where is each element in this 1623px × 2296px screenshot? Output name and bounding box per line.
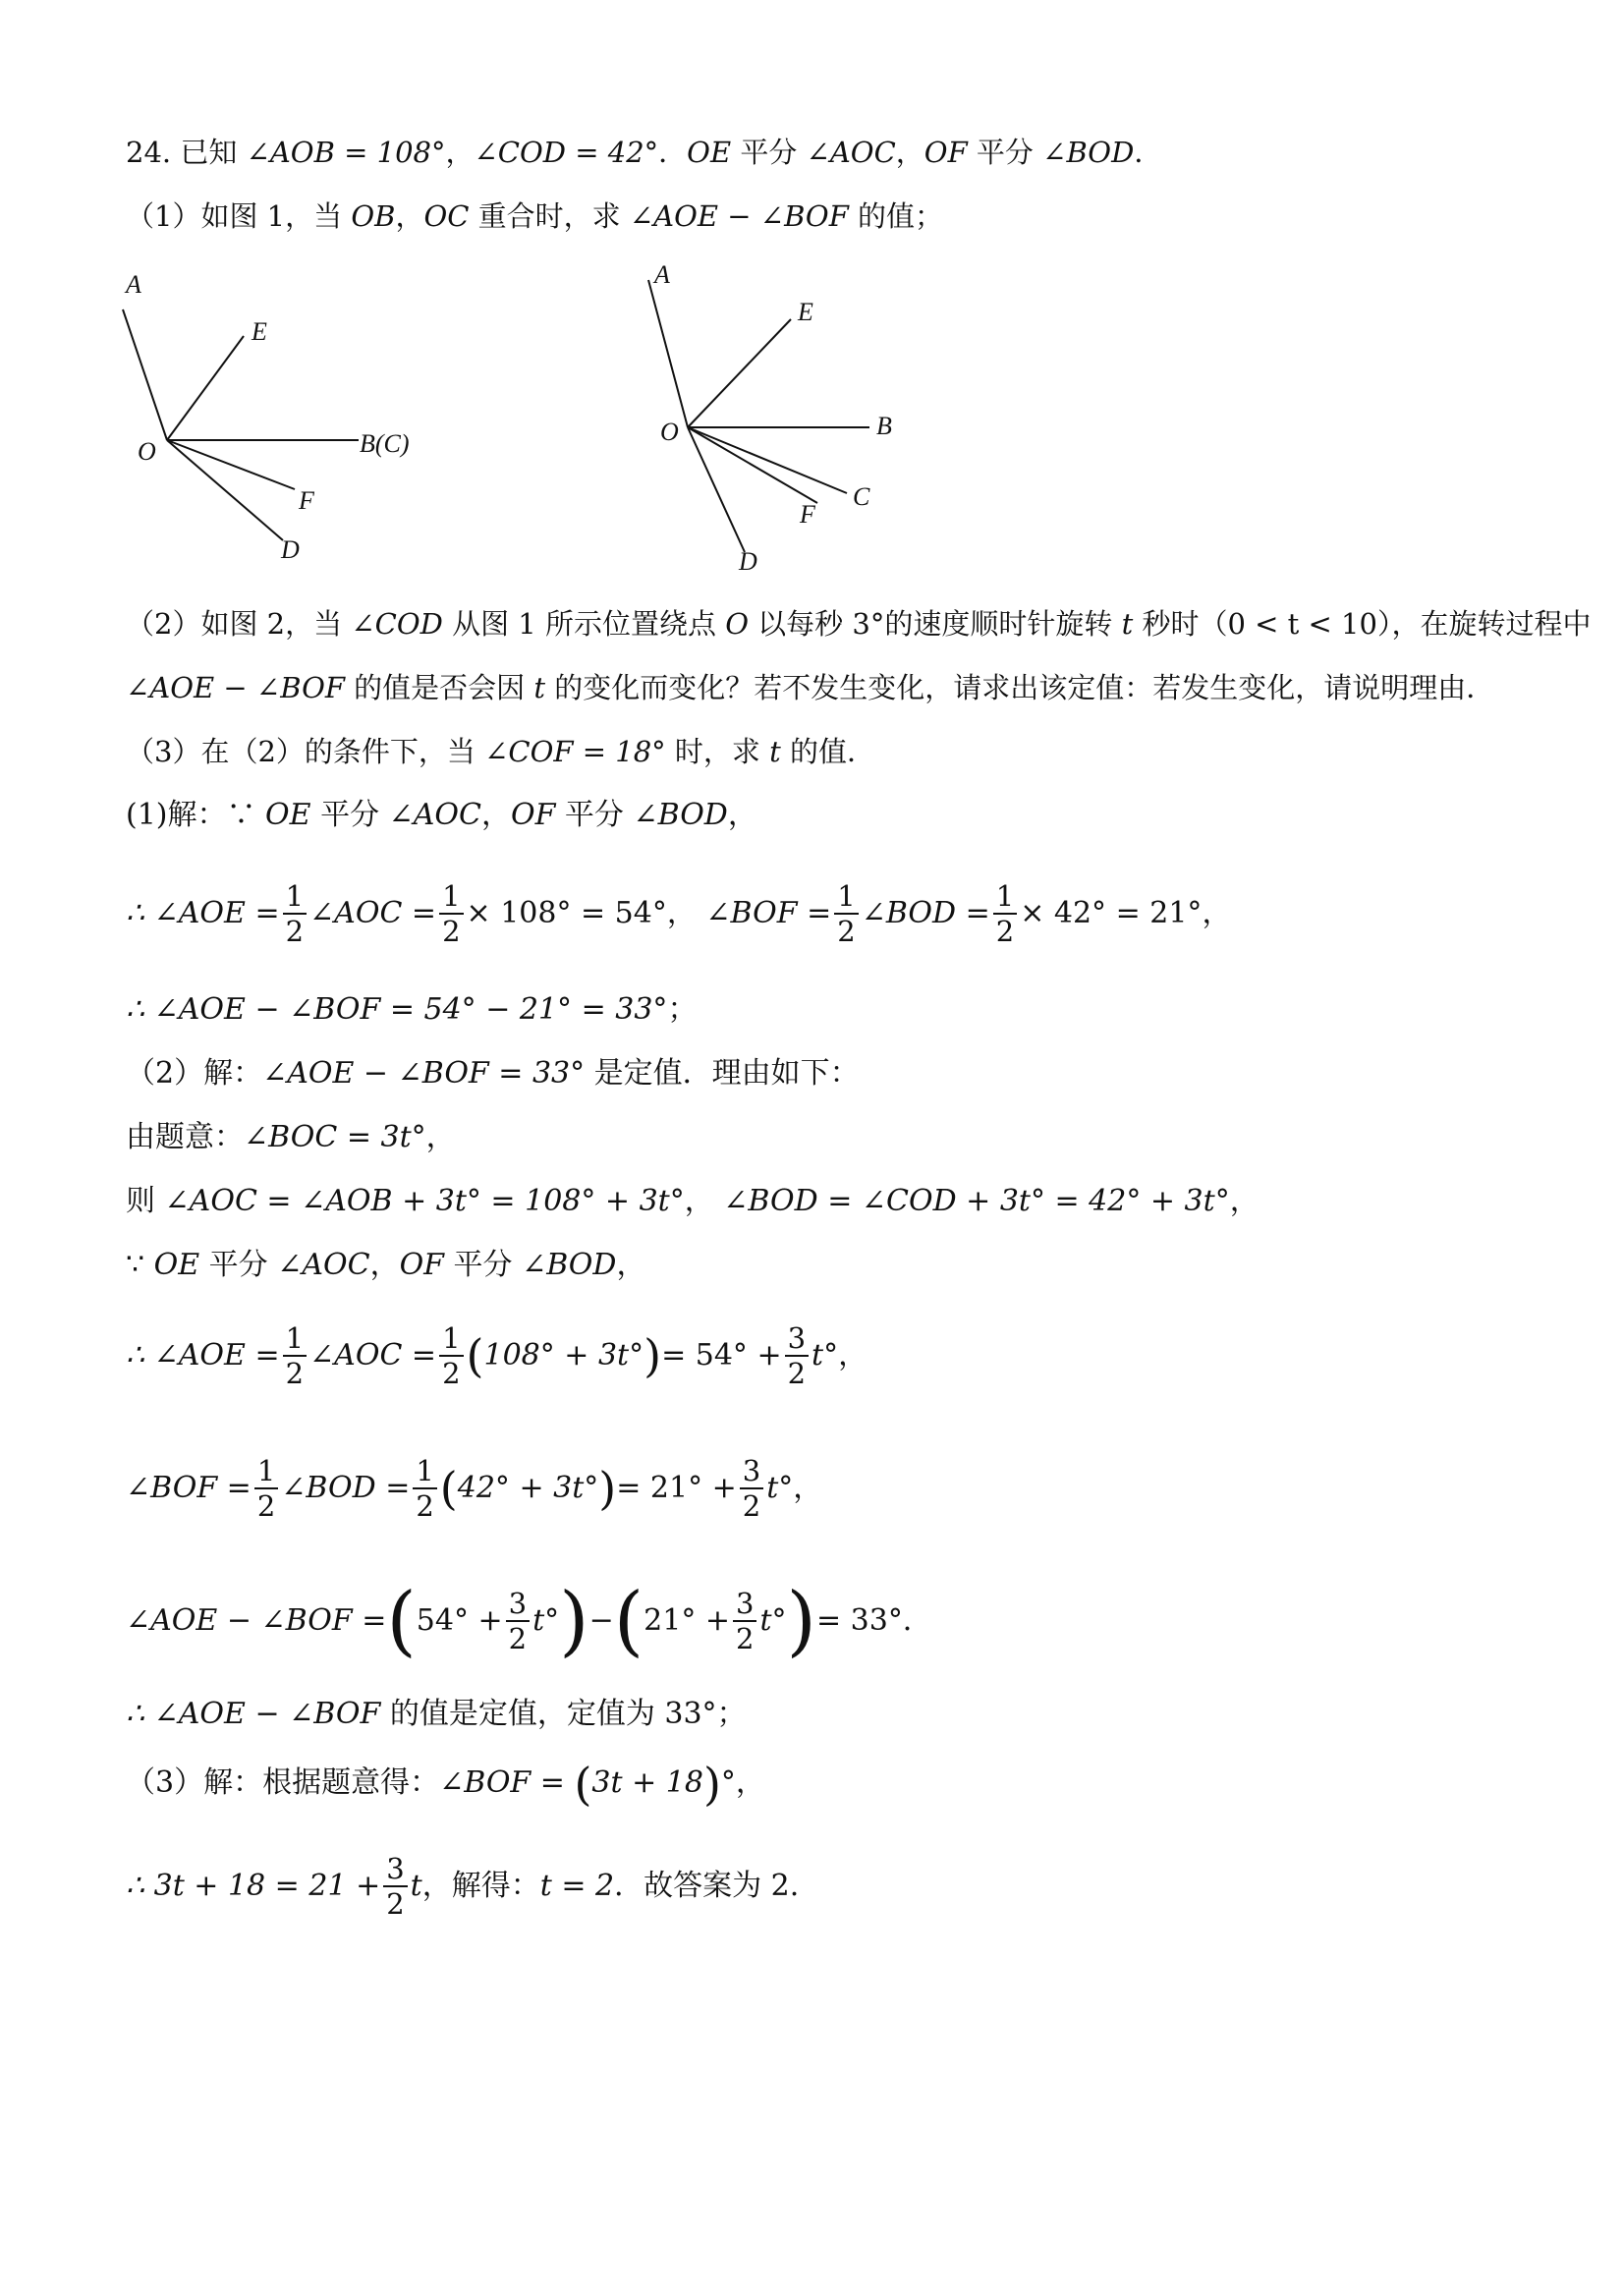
numerator: 1 (439, 879, 463, 915)
paren-close: ) (644, 1329, 662, 1382)
numerator: 1 (413, 1454, 436, 1489)
solution1-line1 (126, 796, 757, 835)
solution2-line2 (126, 1118, 456, 1157)
sol-text: ， (838, 1338, 868, 1372)
solution2-line8 (126, 1695, 747, 1734)
ray-of: OF (510, 798, 556, 832)
part2-question-line2 (126, 668, 1494, 707)
paren-open: ( (574, 1758, 592, 1811)
ray-of (688, 427, 817, 503)
sol-math: 42° + 3t° (457, 1471, 599, 1505)
denominator: 2 (995, 915, 1015, 948)
paren-open: ( (613, 1577, 644, 1665)
solution2-line6 (126, 1449, 822, 1528)
sol-text: 由题意： (126, 1120, 244, 1154)
sol-text: 平分 (310, 798, 389, 832)
fraction (413, 1454, 436, 1523)
fraction (254, 1454, 278, 1523)
paren-open: ( (439, 1462, 458, 1515)
label-o: O (138, 437, 156, 466)
denominator: 2 (787, 1357, 807, 1390)
p2-text: 以每秒 3°的速度顺时针旋转 (748, 607, 1122, 641)
sol-math: ∠BOF = (126, 1471, 252, 1505)
stem-text: 已知 (180, 136, 247, 169)
figure-2 (629, 246, 943, 580)
sol-text: 平分 (443, 1248, 523, 1282)
sol-math: 54° + (416, 1603, 503, 1638)
paren-close: ) (598, 1462, 617, 1515)
paren-close: ) (559, 1577, 589, 1665)
sol-math: × 108° = 54° (466, 896, 667, 930)
solution2-line5 (126, 1316, 867, 1395)
solution3-line1 (126, 1758, 765, 1811)
paren-open: ( (386, 1577, 417, 1665)
sol-math: × 42° = 21° (1020, 896, 1203, 930)
sol-math: ∴ ∠AOE − ∠BOF = 54° − 21° = 33° (126, 992, 668, 1027)
numerator: 3 (740, 1454, 763, 1489)
sol-math: ∴ 3t + 18 = 21 + (126, 1869, 381, 1903)
sol-math: ∠AOC = (309, 1338, 437, 1372)
ray-ob: OB (351, 199, 396, 233)
sol-math: ∠BOD = (861, 896, 990, 930)
paren-close: ) (786, 1577, 816, 1665)
fraction (993, 879, 1017, 948)
sol-text: 则 (126, 1184, 165, 1218)
numerator: 3 (506, 1587, 530, 1622)
label-a: A (654, 260, 670, 289)
ray-oe: OE (265, 798, 311, 832)
expr-aoe-minus-bof: ∠AOE − ∠BOF (629, 199, 849, 233)
solution2-line4 (126, 1246, 645, 1285)
sol-math: = 33° (815, 1603, 903, 1638)
denominator: 2 (285, 915, 305, 948)
p1-text: 的值； (848, 199, 944, 233)
angle-cod: ∠COD = 42° (474, 136, 659, 169)
ray-oe: OE (153, 1248, 200, 1282)
numerator: 1 (993, 879, 1017, 915)
numerator: 3 (785, 1321, 809, 1357)
degree-sign: ° (720, 1765, 736, 1800)
label-e: E (252, 317, 267, 346)
label-o: O (660, 418, 679, 446)
sol-text: ， (480, 798, 511, 832)
denominator: 2 (442, 915, 461, 948)
stem-text: ， (445, 136, 475, 169)
sol-text: ， (616, 1248, 646, 1282)
denominator: 2 (285, 1357, 305, 1390)
sol-math: ∴ ∠AOE = (126, 1338, 280, 1372)
fraction (834, 879, 858, 948)
sol-text: （2）解： (126, 1056, 263, 1091)
angle-aoc: ∠AOC (806, 136, 896, 169)
ray-od (167, 440, 283, 540)
fraction (733, 1587, 756, 1655)
label-e: E (798, 298, 813, 326)
sol-math: ∠AOC = ∠AOB + 3t° = 108° + 3t° (164, 1184, 685, 1218)
expr-aoe-minus-bof: ∠AOE − ∠BOF (126, 671, 345, 704)
fraction (283, 1321, 307, 1390)
sol-math: ∠BOD = (281, 1471, 411, 1505)
paren-open: ( (466, 1329, 484, 1382)
numerator: 1 (283, 879, 307, 915)
fraction (439, 879, 463, 948)
sol-math: ∴ ∠AOE = (126, 896, 280, 930)
sol-math: ∠AOE − ∠BOF = 33° (262, 1056, 586, 1091)
angle-bod: ∠BOD (522, 1248, 617, 1282)
fraction (506, 1587, 530, 1655)
p1-text: （1）如图 1，当 (126, 199, 352, 233)
sol-math: 108° + 3t° (483, 1338, 644, 1372)
angle-cof: ∠COF = 18° (484, 735, 666, 768)
numerator: 1 (283, 1321, 307, 1357)
numerator: 1 (439, 1321, 463, 1357)
ray-od (688, 427, 745, 552)
range-t: 0 < t < 10 (1227, 607, 1377, 641)
denominator: 2 (508, 1622, 528, 1655)
angle-bod: ∠BOD (633, 798, 728, 832)
sol-math: t° (759, 1603, 787, 1638)
part3-question (126, 732, 875, 771)
denominator: 2 (442, 1357, 461, 1390)
sol-math: ∠BOF = (439, 1765, 565, 1800)
sol-math: ∠AOE − ∠BOF = (126, 1603, 387, 1638)
stem-text: 平分 (967, 136, 1043, 169)
sol-text: ， (425, 1120, 456, 1154)
sol-text: (1)解：∵ (126, 798, 266, 832)
ray-oa (648, 280, 688, 427)
fraction (383, 1852, 407, 1921)
sol-math: ∠BOF = (705, 896, 832, 930)
sol-text: ，解得： (421, 1869, 540, 1903)
var-t: t (533, 671, 546, 704)
angle-aob: ∠AOB = 108° (246, 136, 446, 169)
stem-text: ， (895, 136, 924, 169)
fraction (439, 1321, 463, 1390)
label-d: D (739, 547, 757, 576)
sol-text: ， (369, 1248, 400, 1282)
point-o: O (725, 607, 749, 641)
sol-math: 3t + 18 (591, 1765, 703, 1800)
p2-text: 从图 1 所示位置绕点 (442, 607, 726, 641)
sol-math: t° (766, 1471, 794, 1505)
angle-aoc: ∠AOC (388, 798, 481, 832)
label-bc: B(C) (360, 429, 410, 458)
solution1-line3 (126, 990, 697, 1030)
ray-oe (167, 336, 244, 440)
numerator: 1 (834, 879, 858, 915)
denominator: 2 (736, 1622, 755, 1655)
fraction (785, 1321, 809, 1390)
p1-text: ， (395, 199, 424, 233)
ray-oc (688, 427, 847, 493)
sol-text: ， (1202, 896, 1232, 930)
numerator: 1 (254, 1454, 278, 1489)
stem-text: 平分 (731, 136, 807, 169)
sol-text: 平分 (199, 1248, 278, 1282)
fraction (283, 879, 307, 948)
sol-text: ， (727, 798, 757, 832)
p3-text: 时，求 (665, 735, 770, 768)
solution2-line1 (126, 1054, 860, 1093)
paren-close: ) (702, 1758, 721, 1811)
denominator: 2 (386, 1887, 405, 1921)
var-t: t (410, 1869, 422, 1903)
sol-text: 平分 (555, 798, 634, 832)
part1-question (126, 196, 943, 236)
solution2-line3 (126, 1182, 1259, 1221)
part2-question-line1 (126, 604, 1591, 644)
figure-1 (108, 255, 462, 570)
solution1-line2 (126, 874, 1231, 953)
denominator: 2 (416, 1489, 434, 1523)
stem-text: ． (658, 136, 688, 169)
question-number: 24. (126, 136, 172, 169)
angle-aoc: ∠AOC (277, 1248, 370, 1282)
sol-math: = 21° + (616, 1471, 737, 1505)
label-b: B (876, 412, 892, 440)
ray-of: OF (923, 136, 968, 169)
ray-oe: OE (687, 136, 732, 169)
sol-text: 是定值．理由如下： (585, 1056, 860, 1091)
p2-text: （2）如图 2，当 (126, 607, 352, 641)
var-t: t (769, 735, 781, 768)
stem-text: ． (1134, 136, 1163, 169)
p2-text: ），在旋转过程中 (1376, 607, 1592, 641)
p2-text: 的值是否会因 (344, 671, 534, 704)
sol-math: 21° + (644, 1603, 731, 1638)
sol-text: ．故答案为 2. (614, 1869, 800, 1903)
problem-stem (126, 133, 1162, 172)
sol-math: = 54° + (661, 1338, 782, 1372)
sol-math: t° (532, 1603, 560, 1638)
ray-of: OF (399, 1248, 444, 1282)
ray-oc: OC (423, 199, 470, 233)
p3-text: 的值． (780, 735, 875, 768)
sol-text: ， (1229, 1184, 1259, 1218)
ray-oe (688, 319, 791, 427)
ray-oa (123, 309, 167, 440)
label-c: C (853, 482, 870, 511)
var-t: t (1121, 607, 1134, 641)
p3-text: （3）在（2）的条件下，当 (126, 735, 485, 768)
sol-text: ； (667, 992, 698, 1027)
p2-text: 的变化而变化？若不发生变化，请求出该定值：若发生变化，请说明理由． (545, 671, 1495, 704)
numerator: 3 (733, 1587, 756, 1622)
p1-text: 重合时，求 (469, 199, 630, 233)
label-d: D (281, 535, 300, 564)
label-a: A (126, 270, 141, 299)
denominator: 2 (256, 1489, 276, 1523)
sol-text: ， (735, 1765, 765, 1800)
sol-math: t = 2 (539, 1869, 615, 1903)
sol-text: ∵ (126, 1248, 154, 1282)
denominator: 2 (837, 915, 856, 948)
sol-text: ． (902, 1603, 932, 1638)
label-f: F (800, 500, 815, 529)
sol-math: − (588, 1603, 614, 1638)
sol-math: t° (812, 1338, 839, 1372)
numerator: 3 (383, 1852, 407, 1887)
ray-of (167, 440, 295, 489)
sol-text: ， (666, 896, 697, 930)
angle-cod: ∠COD (351, 607, 443, 641)
sol-text: 的值是定值，定值为 33°； (380, 1697, 747, 1731)
sol-math: ∠AOC = (309, 896, 437, 930)
sol-math: ∠BOC = 3t° (244, 1120, 426, 1154)
sol-text: ， (793, 1471, 823, 1505)
angle-bod: ∠BOD (1042, 136, 1135, 169)
sol-text: （3）解：根据题意得： (126, 1765, 440, 1800)
solution3-line2 (126, 1847, 799, 1926)
sol-math: ∠BOD = ∠COD + 3t° = 42° + 3t° (723, 1184, 1230, 1218)
p2-text: 秒时（ (1133, 607, 1228, 641)
label-f: F (299, 486, 314, 515)
sol-text: ， (684, 1184, 714, 1218)
solution2-line7 (126, 1577, 932, 1665)
denominator: 2 (742, 1489, 761, 1523)
sol-math: ∴ ∠AOE − ∠BOF (126, 1697, 381, 1731)
fraction (740, 1454, 763, 1523)
